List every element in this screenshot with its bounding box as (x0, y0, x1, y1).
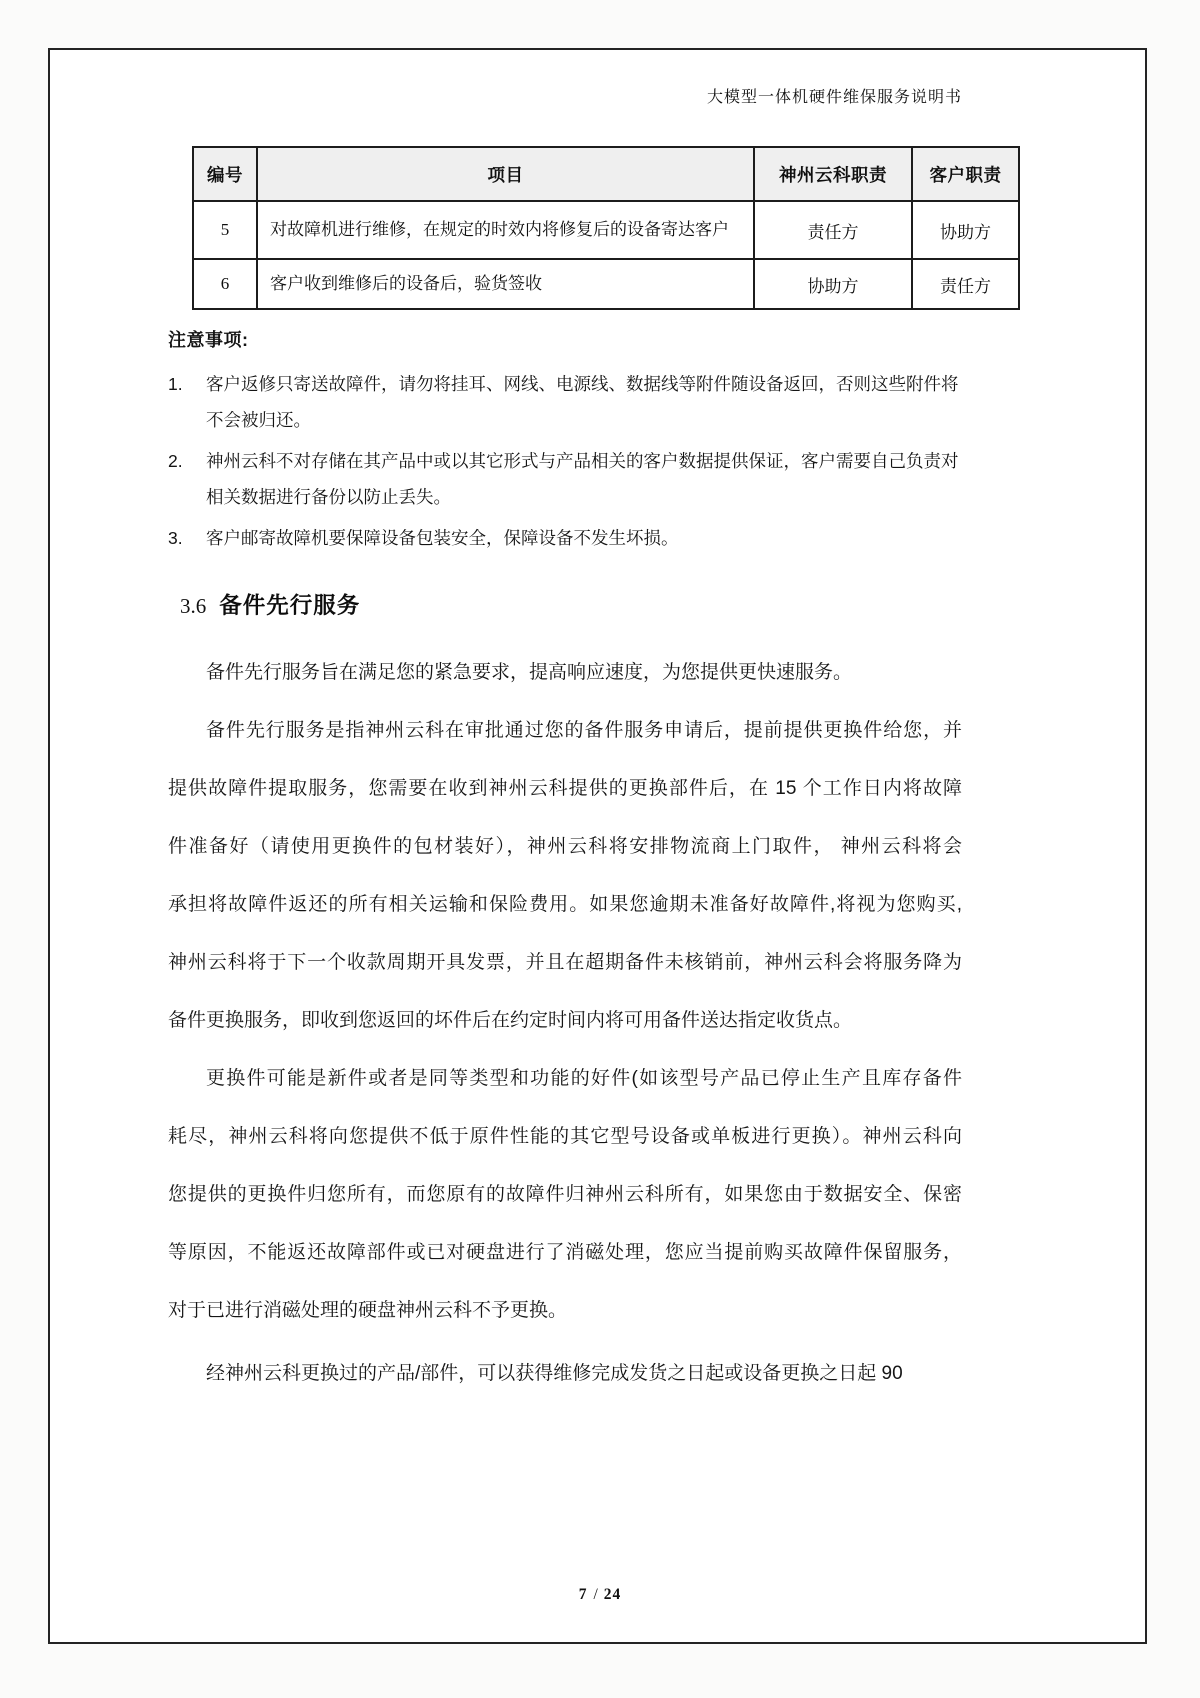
paragraph-line: 提供故障件提取服务，您需要在收到神州云科提供的更换部件后，在 15 个工作日内将故障 (168, 778, 962, 799)
page-number-separator: / (593, 1586, 598, 1603)
table-row-5 (193, 201, 1019, 259)
paragraph-line: 承担将故障件返还的所有相关运输和保险费用。如果您逾期未准备好故障件,将视为您购买, (168, 894, 962, 915)
document-header-title: 大模型一体机硬件维保服务说明书 (706, 89, 962, 106)
paragraph-line: 经神州云科更换过的产品/部件，可以获得维修完成发货之日起或设备更换之日起 90 (206, 1363, 903, 1384)
note-number: 1. (168, 374, 183, 394)
note-number: 3. (168, 528, 183, 548)
page-number-current: 7 (578, 1586, 588, 1603)
note-number: 2. (168, 451, 183, 471)
note-text: 客户邮寄故障机要保障设备包装安全，保障设备不发生坏损。 (206, 528, 679, 548)
paragraph-line: 备件先行服务是指神州云科在审批通过您的备件服务申请后，提前提供更换件给您，并 (206, 720, 962, 741)
paragraph-line: 件准备好（请使用更换件的包材装好），神州云科将安排物流商上门取件， 神州云科将会 (168, 836, 962, 857)
row6-item: 客户收到维修后的设备后，验货签收 (257, 259, 754, 309)
row5-customer-role: 协助方 (912, 201, 1019, 259)
row5-vendor-role: 责任方 (754, 201, 912, 259)
responsibility-table (192, 146, 1020, 310)
note-item-1 (168, 366, 968, 438)
row6-customer-role: 责任方 (912, 259, 1019, 309)
paragraph-line: 您提供的更换件归您所有，而您原有的故障件归神州云科所有，如果您由于数据安全、保密 (168, 1184, 962, 1205)
note-text: 神州云科不对存储在其产品中或以其它形式与产品相关的客户数据提供保证，客户需要自己负责对相关数据进行备份以防止丢失。 (206, 451, 959, 507)
row5-number: 5 (193, 201, 257, 259)
section-number: 3.6 (180, 594, 207, 618)
page-footer (0, 1586, 1200, 1604)
col-header-item: 项目 (257, 147, 754, 201)
section-title: 备件先行服务 (219, 593, 361, 618)
table-header-row (193, 147, 1019, 201)
row6-vendor-role: 协助方 (754, 259, 912, 309)
section-heading (180, 588, 360, 620)
col-header-customer-duty: 客户职责 (912, 147, 1019, 201)
paragraph-line: 等原因，不能返还故障部件或已对硬盘进行了消磁处理，您应当提前购买故障件保留服务， (168, 1242, 962, 1263)
paragraph-line: 备件更换服务，即收到您返回的坏件后在约定时间内将可用备件送达指定收货点。 (168, 1010, 853, 1031)
paragraph-line: 对于已进行消磁处理的硬盘神州云科不予更换。 (168, 1300, 568, 1321)
paragraph-line: 神州云科将于下一个收款周期开具发票，并且在超期备件未核销前，神州云科会将服务降为 (168, 952, 962, 973)
notes-title: 注意事项: (168, 330, 249, 350)
paragraph-line: 耗尽，神州云科将向您提供不低于原件性能的其它型号设备或单板进行更换）。神州云科向 (168, 1126, 962, 1147)
page-number-total: 24 (603, 1586, 622, 1603)
section-body (168, 644, 962, 1403)
paragraph-line: 更换件可能是新件或者是同等类型和功能的好件(如该型号产品已停止生产且库存备件 (206, 1068, 962, 1089)
paragraph-line: 备件先行服务旨在满足您的紧急要求，提高响应速度，为您提供更快速服务。 (206, 662, 853, 683)
note-item-3 (168, 520, 968, 556)
note-text: 客户返修只寄送故障件，请勿将挂耳、网线、电源线、数据线等附件随设备返回，否则这些附件将不会被归还。 (206, 374, 959, 430)
row5-item: 对故障机进行维修，在规定的时效内将修复后的设备寄达客户 (257, 201, 754, 259)
note-item-2 (168, 443, 968, 515)
col-header-vendor-duty: 神州云科职责 (754, 147, 912, 201)
table-row-6 (193, 259, 1019, 309)
row6-number: 6 (193, 259, 257, 309)
col-header-number: 编号 (193, 147, 257, 201)
notes-section (168, 326, 968, 556)
